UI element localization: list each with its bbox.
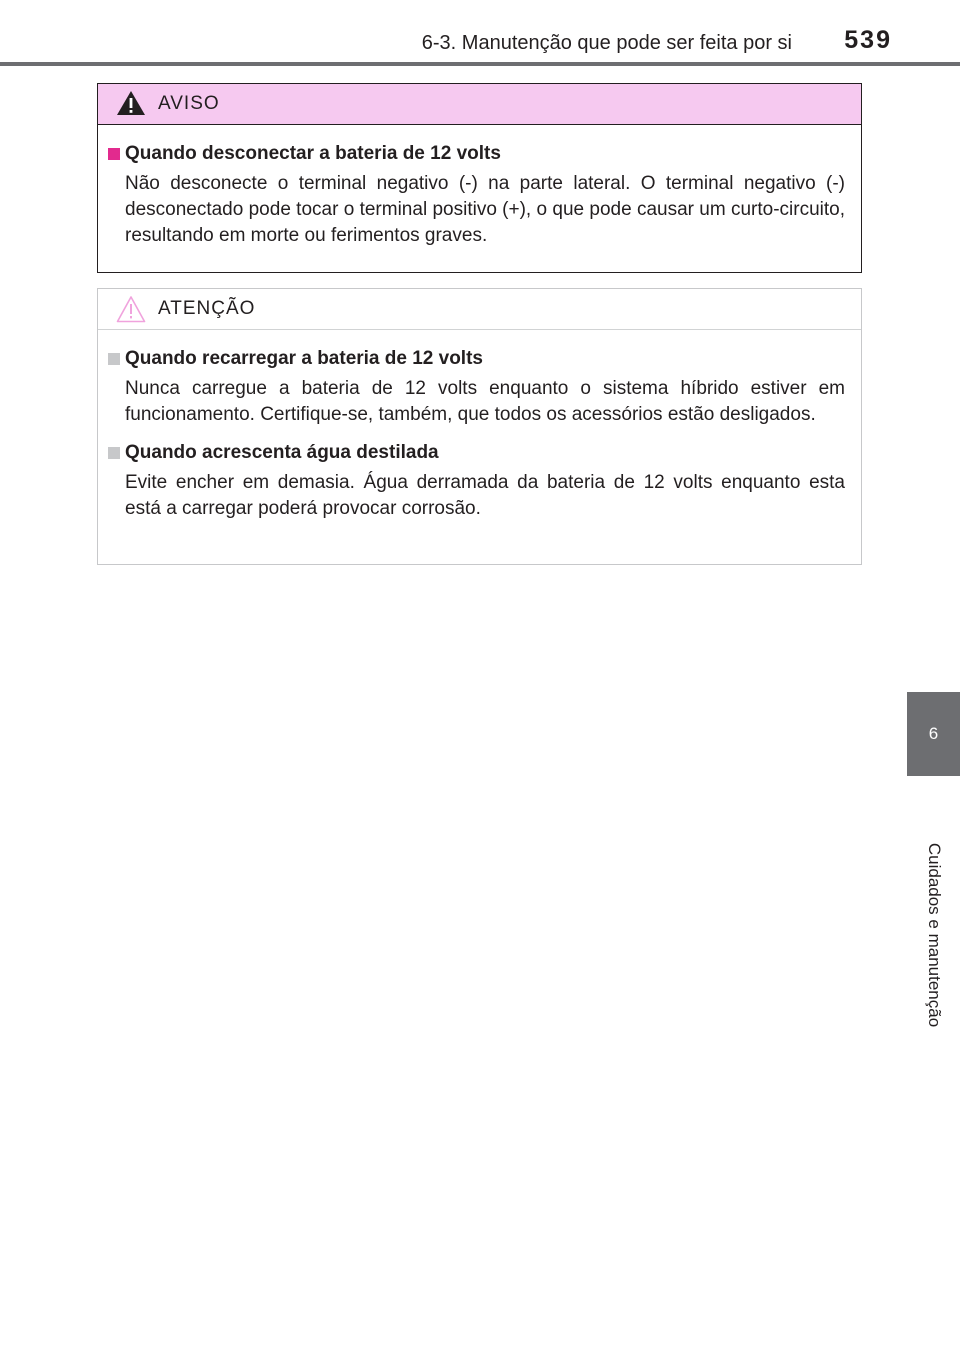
- caution-item-text: Evite encher em demasia. Água derramada da bateria de 12 volts enquanto esta está a carregar poderá provocar corrosão.: [125, 472, 845, 519]
- caution-item-heading: [108, 348, 845, 370]
- chapter-title: Cuidados e manutenção: [925, 842, 945, 1028]
- caution-item-heading: [108, 442, 845, 464]
- warning-item-heading-text: Quando desconectar a bateria de 12 volts: [125, 143, 501, 164]
- warning-box-body: [98, 125, 861, 249]
- chapter-number: 6: [928, 724, 939, 743]
- square-bullet-icon: [108, 447, 120, 459]
- warning-box-header: [98, 84, 861, 125]
- caution-item-heading-text: Quando recarregar a bateria de 12 volts: [125, 348, 483, 369]
- page-number: 539: [844, 26, 892, 54]
- chapter-label: [890, 842, 960, 1028]
- caution-box: [97, 288, 862, 565]
- warning-item-text: Não desconecte o terminal negativo (-) na parte lateral. O terminal negativo (-) desconectado pode tocar o terminal positivo (+), o que pode causar um curto-circuito, resultando em morte ou ferimentos graves.: [125, 173, 845, 246]
- square-bullet-icon: [108, 148, 120, 160]
- chapter-tab: [907, 692, 960, 776]
- square-bullet-icon: [108, 353, 120, 365]
- warning-item-heading: [108, 143, 845, 165]
- caution-triangle-icon: [116, 295, 148, 323]
- section-title: 6-3. Manutenção que pode ser feita por si: [421, 32, 792, 54]
- warning-box-title: AVISO: [158, 93, 220, 114]
- caution-item-text: Nunca carregue a bateria de 12 volts enquanto o sistema híbrido estiver em funcionamento. Certifique-se, também, que todos os acessórios estão desligados.: [125, 378, 845, 425]
- caution-item-heading-text: Quando acrescenta água destilada: [125, 442, 439, 463]
- caution-box-header: [98, 289, 861, 330]
- caution-box-body: [98, 330, 861, 522]
- caution-box-title: ATENÇÃO: [158, 298, 256, 319]
- warning-triangle-icon: [116, 90, 148, 118]
- warning-box: [97, 83, 862, 273]
- header-divider: [0, 62, 960, 66]
